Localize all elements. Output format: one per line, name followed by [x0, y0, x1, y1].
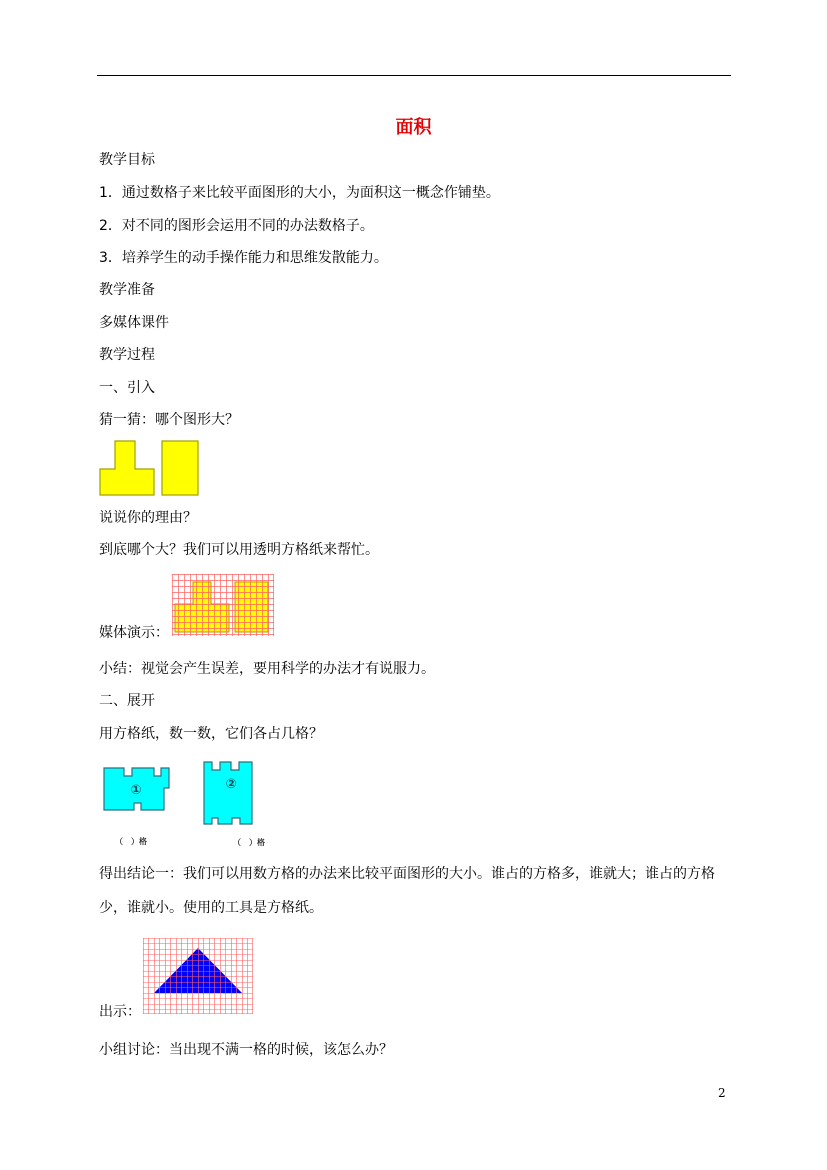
shape-2: [204, 762, 252, 824]
which-bigger-text: 到底哪个大？我们可以用透明方格纸来帮忙。: [99, 542, 379, 558]
rectangle-on-grid: [235, 582, 268, 632]
page-number: 2: [718, 1086, 726, 1100]
process-heading: 教学过程: [99, 347, 155, 363]
show-label: 出示：: [99, 1004, 141, 1020]
shape-1-mark: ①: [130, 783, 142, 798]
media-demo-label: 媒体演示：: [99, 625, 169, 641]
yellow-shapes-figure: [99, 439, 201, 497]
shape-2-mark: ②: [225, 777, 237, 792]
shape-2-count-label: （ ）格: [233, 838, 265, 847]
prep-heading: 教学准备: [99, 282, 155, 298]
page-title: 面积: [395, 117, 432, 138]
cyan-shapes-figure: [99, 758, 269, 850]
triangle-grid-figure: [143, 938, 253, 1014]
shape-1-count-label: （ ）格: [115, 837, 147, 846]
t-shape: [100, 441, 154, 495]
rectangle-shape: [162, 441, 198, 495]
goal-1: 1．通过数格子来比较平面图形的大小，为面积这一概念作铺垫。: [99, 185, 500, 201]
goal-3: 3．培养学生的动手操作能力和思维发散能力。: [99, 250, 388, 266]
section-1-heading: 一、引入: [99, 380, 155, 396]
reason-question: 说说你的理由？: [99, 510, 197, 526]
header-rule: [97, 75, 731, 76]
section-2-heading: 二、展开: [99, 693, 155, 709]
prep-item: 多媒体课件: [99, 315, 169, 331]
guess-question: 猜一猜：哪个图形大？: [99, 412, 239, 428]
summary-text: 小结：视觉会产生误差，要用科学的办法才有说服力。: [99, 661, 435, 677]
t-shape-on-grid: [175, 582, 229, 632]
media-demo-grid: [172, 574, 274, 636]
goals-heading: 教学目标: [99, 152, 155, 168]
goal-2: 2．对不同的图形会运用不同的办法数格子。: [99, 218, 374, 234]
count-question: 用方格纸，数一数，它们各占几格？: [99, 726, 323, 742]
group-discussion: 小组讨论：当出现不满一格的时候，该怎么办？: [99, 1042, 393, 1058]
conclusion-1: 得出结论一：我们可以用数方格的办法来比较平面图形的大小。谁占的方格多，谁就大；谁占的方格少，谁就小。使用的工具是方格纸。: [99, 866, 715, 916]
